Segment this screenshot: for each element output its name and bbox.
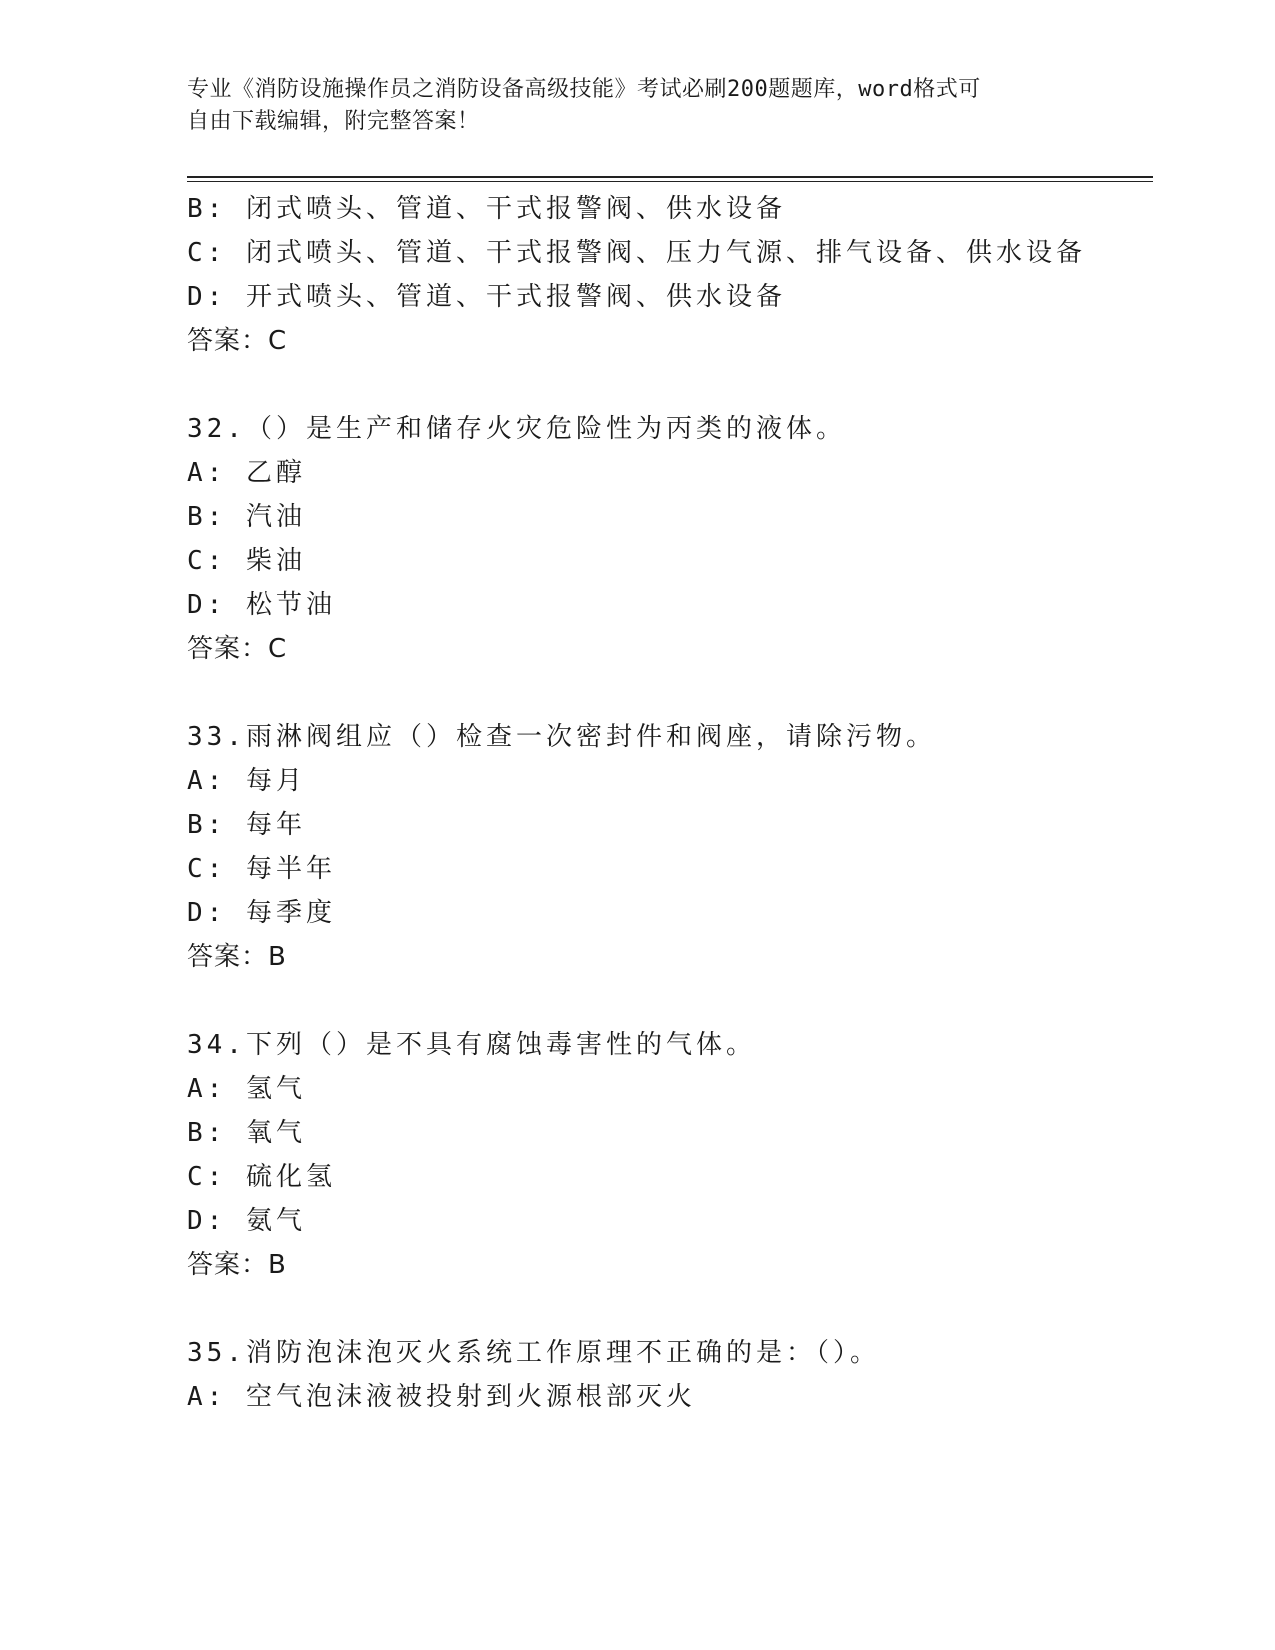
- q34-option-d: D: 氨气: [187, 1206, 306, 1236]
- q32-option-a: A: 乙醇: [187, 458, 306, 488]
- q33-answer: 答案：B: [187, 942, 287, 972]
- q32-question: 32.（）是生产和储存火灾危险性为丙类的液体。: [187, 414, 846, 444]
- q35-question: 35.消防泡沫泡灭火系统工作原理不正确的是：（）。: [187, 1338, 880, 1368]
- q33-option-a: A: 每月: [187, 766, 306, 796]
- q31-option-b: B: 闭式喷头、管道、干式报警阀、供水设备: [187, 194, 786, 224]
- q34-option-b: B: 氧气: [187, 1118, 306, 1148]
- q31-option-c: C: 闭式喷头、管道、干式报警阀、压力气源、排气设备、供水设备: [187, 238, 1086, 268]
- q33-option-d: D: 每季度: [187, 898, 336, 928]
- q32-answer: 答案：C: [187, 634, 288, 664]
- q31-option-d: D: 开式喷头、管道、干式报警阀、供水设备: [187, 282, 786, 312]
- q33-option-b: B: 每年: [187, 810, 306, 840]
- q31-answer: 答案：C: [187, 326, 288, 356]
- q32-option-d: D: 松节油: [187, 590, 336, 620]
- header-line-2: 自由下载编辑，附完整答案！: [187, 109, 480, 134]
- q33-option-c: C: 每半年: [187, 854, 336, 884]
- q34-option-c: C: 硫化氢: [187, 1162, 336, 1192]
- q33-question: 33.雨淋阀组应（）检查一次密封件和阀座，请除污物。: [187, 722, 936, 752]
- header-divider-thick: [187, 176, 1153, 178]
- q34-option-a: A: 氢气: [187, 1074, 306, 1104]
- header-divider-thin: [187, 181, 1153, 182]
- q35-option-a: A: 空气泡沫液被投射到火源根部灭火: [187, 1382, 696, 1412]
- header-line-1: 专业《消防设施操作员之消防设备高级技能》考试必刷200题题库，word格式可: [187, 77, 981, 102]
- q32-option-b: B: 汽油: [187, 502, 306, 532]
- document-header: [187, 74, 1067, 138]
- q34-question: 34.下列（）是不具有腐蚀毒害性的气体。: [187, 1030, 756, 1060]
- q34-answer: 答案：B: [187, 1250, 287, 1280]
- q32-option-c: C: 柴油: [187, 546, 306, 576]
